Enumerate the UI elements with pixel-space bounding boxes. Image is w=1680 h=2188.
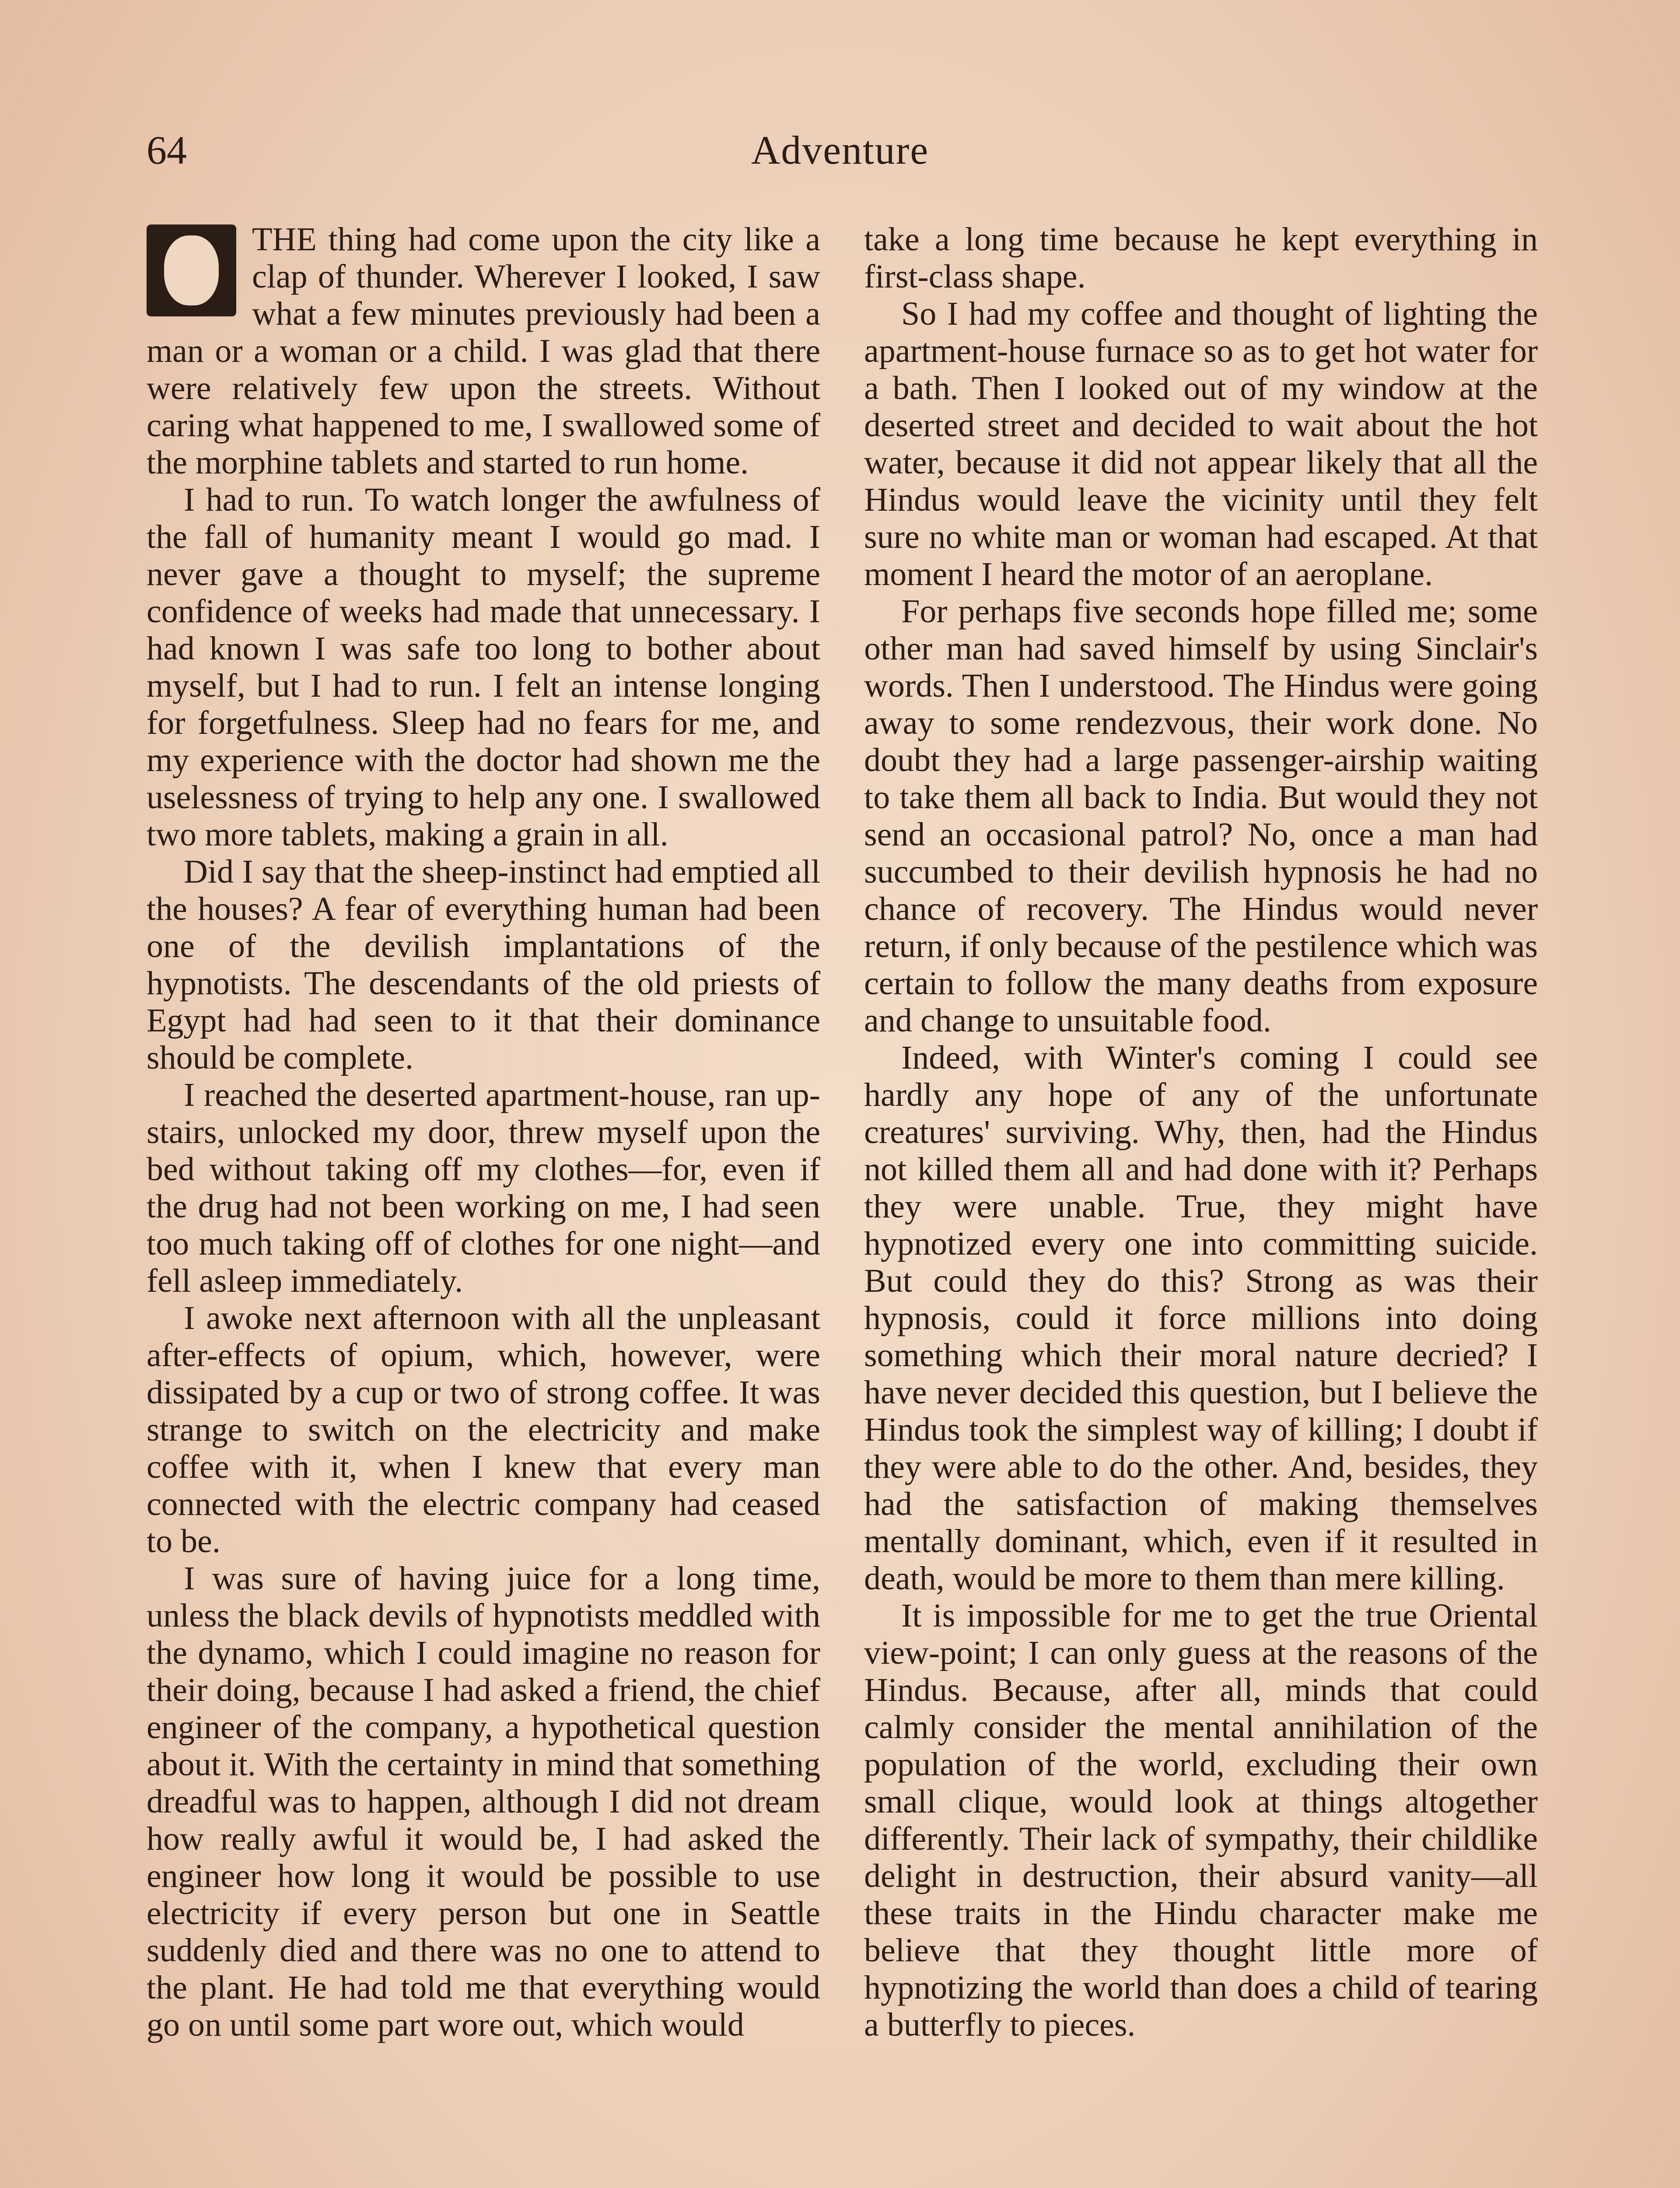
paragraph: So I had my coffee and thought of lighting the apartment-house furnace so as to get hot water for a bath. Then I looked out of my window at the deserted street and decided to wait about the hot water, because it did not appear likely that all the Hindus would leave the vicinity until they felt sure no white man or woman had escaped. At that moment I heard the motor of an aeroplane. [864,295,1538,593]
paragraph: THE thing had come upon the city like a clap of thunder. Wherever I looked, I saw what a few minutes previously had been a man or a woman or a child. I was glad that there were relatively few upon the streets. Without caring what happened to me, I swallowed some of the morphine tablets and started to run home. [147,221,820,481]
paragraph: It is impossible for me to get the true Oriental view-point; I can only guess at the reasons of the Hindus. Because, after all, minds that could calmly consider the mental annihilation of the population of the world, excluding their own small clique, would look at things altogether differently. Their lack of sympathy, their childlike delight in destruction, their absurd vanity—all these traits in the Hindu character make me believe that they thought little more of hypnotizing the world than does a child of tearing a butterfly to pieces. [864,1597,1538,2043]
left-column [147,221,820,2044]
drop-cap-ornament-icon [147,224,236,316]
paragraph: Did I say that the sheep-instinct had emptied all the houses? A fear of everything human had been one of the devilish implantations of the hypnotists. The descendants of the old priests of Egypt had had seen to it that their dominance should be complete. [147,853,820,1076]
running-head: Adventure [751,128,929,172]
paragraph: I was sure of having juice for a long time, unless the black devils of hypnotists meddled with the dynamo, which I could imagine no reason for their doing, because I had asked a friend, the chief engineer of the company, a hypothetical question about it. With the certainty in mind that something dreadful was to happen, although I did not dream how really awful it would be, I had asked the engineer how long it would be possible to use electricity if every person but one in Seattle suddenly died and there was no one to attend to the plant. He had told me that everything would go on until some part wore out, which would [147,1560,820,2043]
right-column [864,221,1538,2044]
paragraph: I had to run. To watch longer the awfulness of the fall of humanity meant I would go mad. I never gave a thought to myself; the supreme confidence of weeks had made that unnecessary. I had known I was safe too long to bother about myself, but I had to run. I felt an intense longing for forgetfulness. Sleep had no fears for me, and my experience with the doctor had shown me the uselessness of trying to help any one. I swallowed two more tablets, making a grain in all. [147,481,820,853]
paragraph: For perhaps five seconds hope filled me; some other man had saved himself by using Sinclair's words. Then I understood. The Hindus were going away to some rendezvous, their work done. No doubt they had a large passenger-airship waiting to take them all back to India. But would they not send an occasional patrol? No, once a man had succumbed to their devilish hypnosis he had no chance of recovery. The Hindus would never return, if only because of the pestilence which was certain to follow the many deaths from exposure and change to unsuitable food. [864,593,1538,1039]
paragraph: I reached the deserted apartment-house, ran up-stairs, unlocked my door, threw myself upon the bed without taking off my clothes—for, even if the drug had not been working on me, I had seen too much taking off of clothes for one night—and fell asleep immediately. [147,1076,820,1299]
page-header [147,127,1533,188]
paragraph: Indeed, with Winter's coming I could see hardly any hope of any of the unfortunate creatures' surviving. Why, then, had the Hindus not killed them all and had done with it? Perhaps they were unable. True, they might have hypnotized every one into committing suicide. But could they do this? Strong as was their hypnosis, could it force millions into doing something which their moral nature decried? I have never decided this question, but I believe the Hindus took the simplest way of killing; I doubt if they were able to do the other. And, besides, they had the satisfaction of making themselves mentally dominant, which, even if it resulted in death, would be more to them than mere killing. [864,1039,1538,1597]
paragraph: take a long time because he kept everything in first-class shape. [864,221,1538,295]
page-number: 64 [147,128,187,172]
paragraph: I awoke next afternoon with all the unpleasant after-effects of opium, which, however, were dissipated by a cup or two of strong coffee. It was strange to switch on the electricity and make coffee with it, when I knew that every man connected with the electric company had ceased to be. [147,1300,820,1560]
